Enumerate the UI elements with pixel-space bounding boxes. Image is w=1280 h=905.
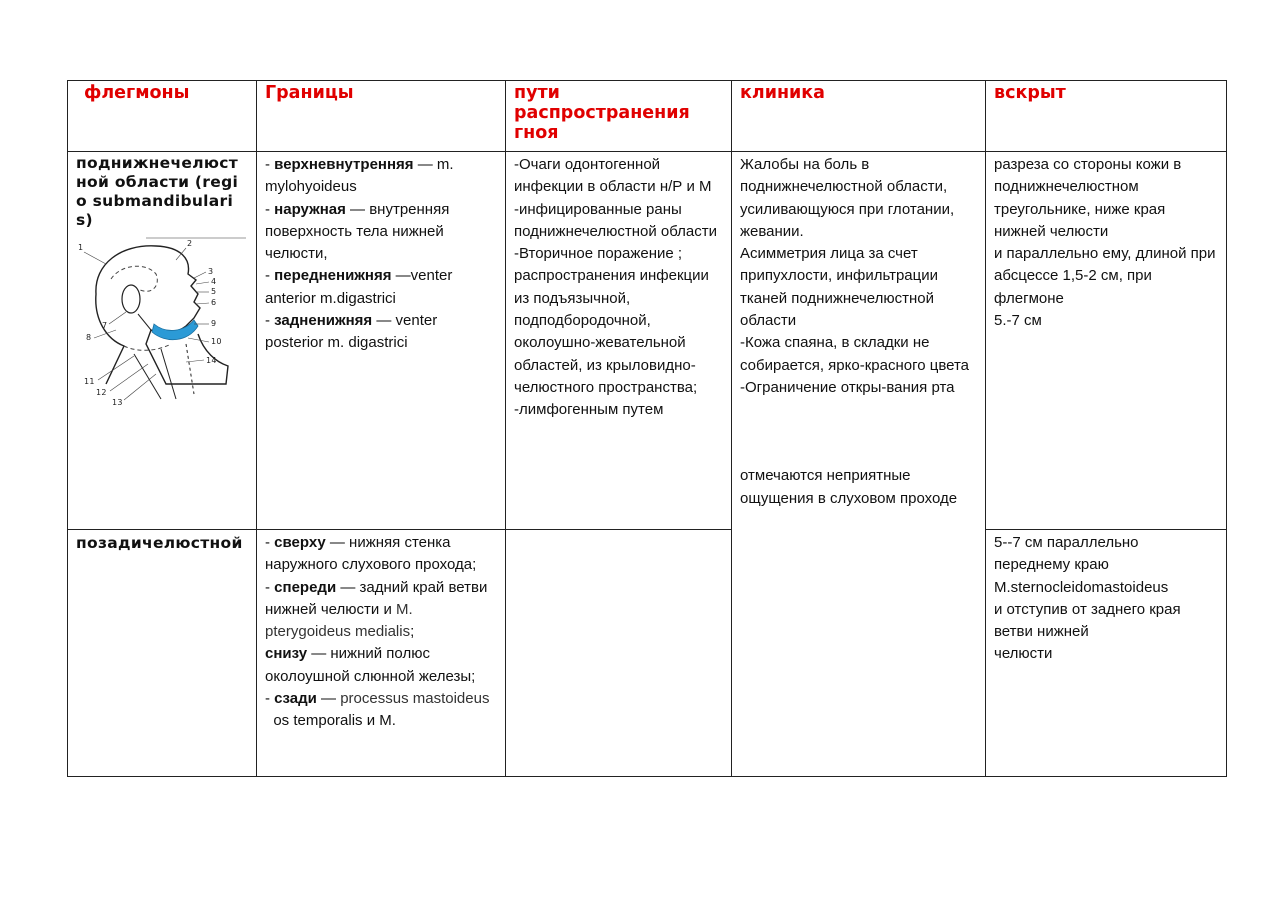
clinic-item: -Кожа спаяна, в складки не собирается, ярко-красного цвета [740, 334, 970, 374]
figure-label: 4 [211, 277, 217, 286]
incision-item: разреза со стороны кожи в поднижнечелюстном треугольнике, ниже края нижней челюсти [994, 156, 1182, 240]
spread-cell [506, 152, 732, 530]
header-borders: Границы [257, 81, 506, 152]
figure-label: 10 [211, 337, 222, 346]
incision-item: и отступив от заднего края ветви нижней [994, 600, 1181, 641]
border-item: - передненижняя —venter anterior m.digastrici [265, 267, 453, 307]
figure-label: 9 [211, 319, 217, 328]
clinic-cell [732, 152, 986, 777]
incision-item: и параллельно ему, длиной при абсцессе 1,5-2 см, при флегмоне [994, 245, 1216, 307]
border-item: - сверху — нижняя стенка наружного слухового прохода; [265, 534, 477, 574]
phlegmon-name-cell [68, 152, 257, 530]
phlegmon-name: позадичелюстной [76, 534, 243, 552]
phlegmon-name: поднижнечелюстной области (regio submandibularis) [76, 154, 239, 229]
figure-label: 13 [112, 398, 123, 407]
clinic-item: Жалобы на боль в поднижнечелюстной области, усиливающуюся при глотании, жевании. [740, 156, 955, 240]
figure-label: 14 [206, 356, 217, 365]
incision-item: 5--7 см параллельно переднему краю M.sternocleidomastoideus [994, 534, 1169, 596]
header-clinic: клиника [732, 81, 986, 152]
header-spread-paths: пути распространения гноя [506, 81, 732, 152]
figure-label: 3 [208, 267, 214, 276]
figure-label: 8 [86, 333, 92, 342]
spread-cell-empty [506, 530, 732, 777]
phlegmon-table [67, 80, 1227, 777]
phlegmon-name-cell [68, 530, 257, 777]
figure-label: 12 [96, 388, 107, 397]
incision-cell [986, 152, 1227, 530]
spread-item: -инфицированные раны поднижнечелюстной области [514, 200, 718, 240]
head-neck-anatomy-figure [76, 234, 246, 409]
clinic-item: -Ограничение откры-вания рта [740, 378, 955, 396]
border-item: - спереди — задний край ветви нижней челюсти и M. pterygoideus medialis; [265, 578, 488, 641]
figure-label: 2 [187, 239, 193, 248]
border-item: - задненижняя — venter posterior m. digastrici [265, 312, 438, 352]
border-item: - наружная — внутренняя поверхность тела нижней челюсти, [265, 200, 450, 263]
borders-cell [257, 152, 506, 530]
spread-item: -Вторичное поражение ; распространения инфекции из подъязычной, подподбородочной, околоушно-жевательной областей, из крыловидно-челюстного пространства; [514, 245, 709, 396]
incision-item: 5.-7 см [994, 312, 1042, 330]
border-item: - сзади — processus mastoideus os temporalis и M. [265, 690, 490, 730]
clinic-item: Асимметрия лица за счет припухлости, инфильтрации тканей поднижнечелюстной области [740, 245, 938, 330]
spread-item: -Очаги одонтогенной инфекции в области н/Р и М [514, 156, 712, 196]
figure-label: 11 [84, 377, 95, 386]
incision-item: челюсти [994, 645, 1053, 663]
header-phlegmons: флегмоны [68, 81, 257, 152]
figure-label: 6 [211, 298, 217, 307]
clinic-note: отмечаются неприятные ощущения в слуховом проходе [740, 467, 958, 507]
header-row [68, 81, 1227, 152]
border-item: снизу — нижний полюс околоушной слюнной железы; [265, 645, 476, 685]
table-row [68, 530, 1227, 777]
figure-label: 5 [211, 287, 217, 296]
table-row [68, 152, 1227, 530]
borders-cell [257, 530, 506, 777]
spread-item: -лимфогенным путем [514, 401, 664, 419]
figure-label: 1 [78, 243, 84, 252]
figure-label: 7 [102, 321, 108, 330]
header-incision: вскрыт [986, 81, 1227, 152]
border-item: - верхневнутренняя — m. mylohyoideus [265, 156, 454, 196]
incision-cell [986, 530, 1227, 777]
